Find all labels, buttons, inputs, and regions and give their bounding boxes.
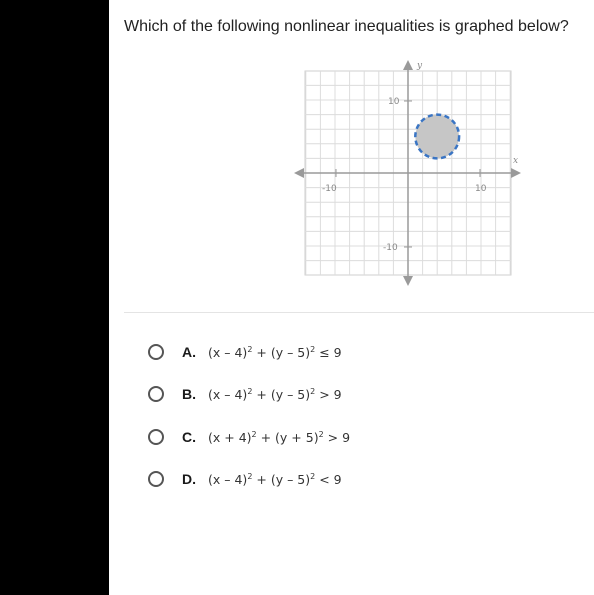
x-axis-left-arrow [294, 168, 304, 178]
y-axis-label: y [417, 61, 423, 71]
y-tick-label-neg: -10 [383, 243, 398, 253]
radio-b[interactable] [148, 386, 164, 402]
question-text: Which of the following nonlinear inequalities is graphed below? [124, 18, 569, 35]
y-axis-up-arrow [403, 60, 413, 70]
option-a-letter: A. [182, 344, 196, 360]
option-c-expression: $(x + 4)^2 + (y + 5)^2 > 9$ [208, 429, 351, 445]
radio-d[interactable] [148, 471, 164, 487]
shaded-circle-region [415, 115, 459, 159]
option-a[interactable] [148, 340, 448, 364]
section-divider [124, 312, 594, 313]
option-a-expression: (x – 4)$^2$ + (y – 5)$^2$ ≤ 9 [208, 344, 342, 360]
y-tick-label-pos: 10 [388, 97, 400, 107]
x-axis-label: x [513, 156, 519, 166]
y-axis-down-arrow [403, 276, 413, 286]
option-b[interactable] [148, 382, 448, 406]
option-d-expression: (x – 4)$^2$ + (y – 5)$^2$ < 9 [208, 471, 342, 487]
x-axis-right-arrow [511, 168, 521, 178]
radio-c[interactable] [148, 429, 164, 445]
option-c-letter: C. [182, 429, 196, 445]
x-tick-label-pos: 10 [475, 184, 487, 194]
option-c[interactable] [148, 425, 448, 449]
option-d[interactable] [148, 467, 448, 491]
option-b-expression: (x – 4)$^2$ + (y – 5)$^2$ > 9 [208, 386, 342, 402]
option-b-letter: B. [182, 386, 196, 402]
radio-a[interactable] [148, 344, 164, 360]
option-d-letter: D. [182, 471, 196, 487]
x-tick-label-neg: -10 [322, 184, 337, 194]
